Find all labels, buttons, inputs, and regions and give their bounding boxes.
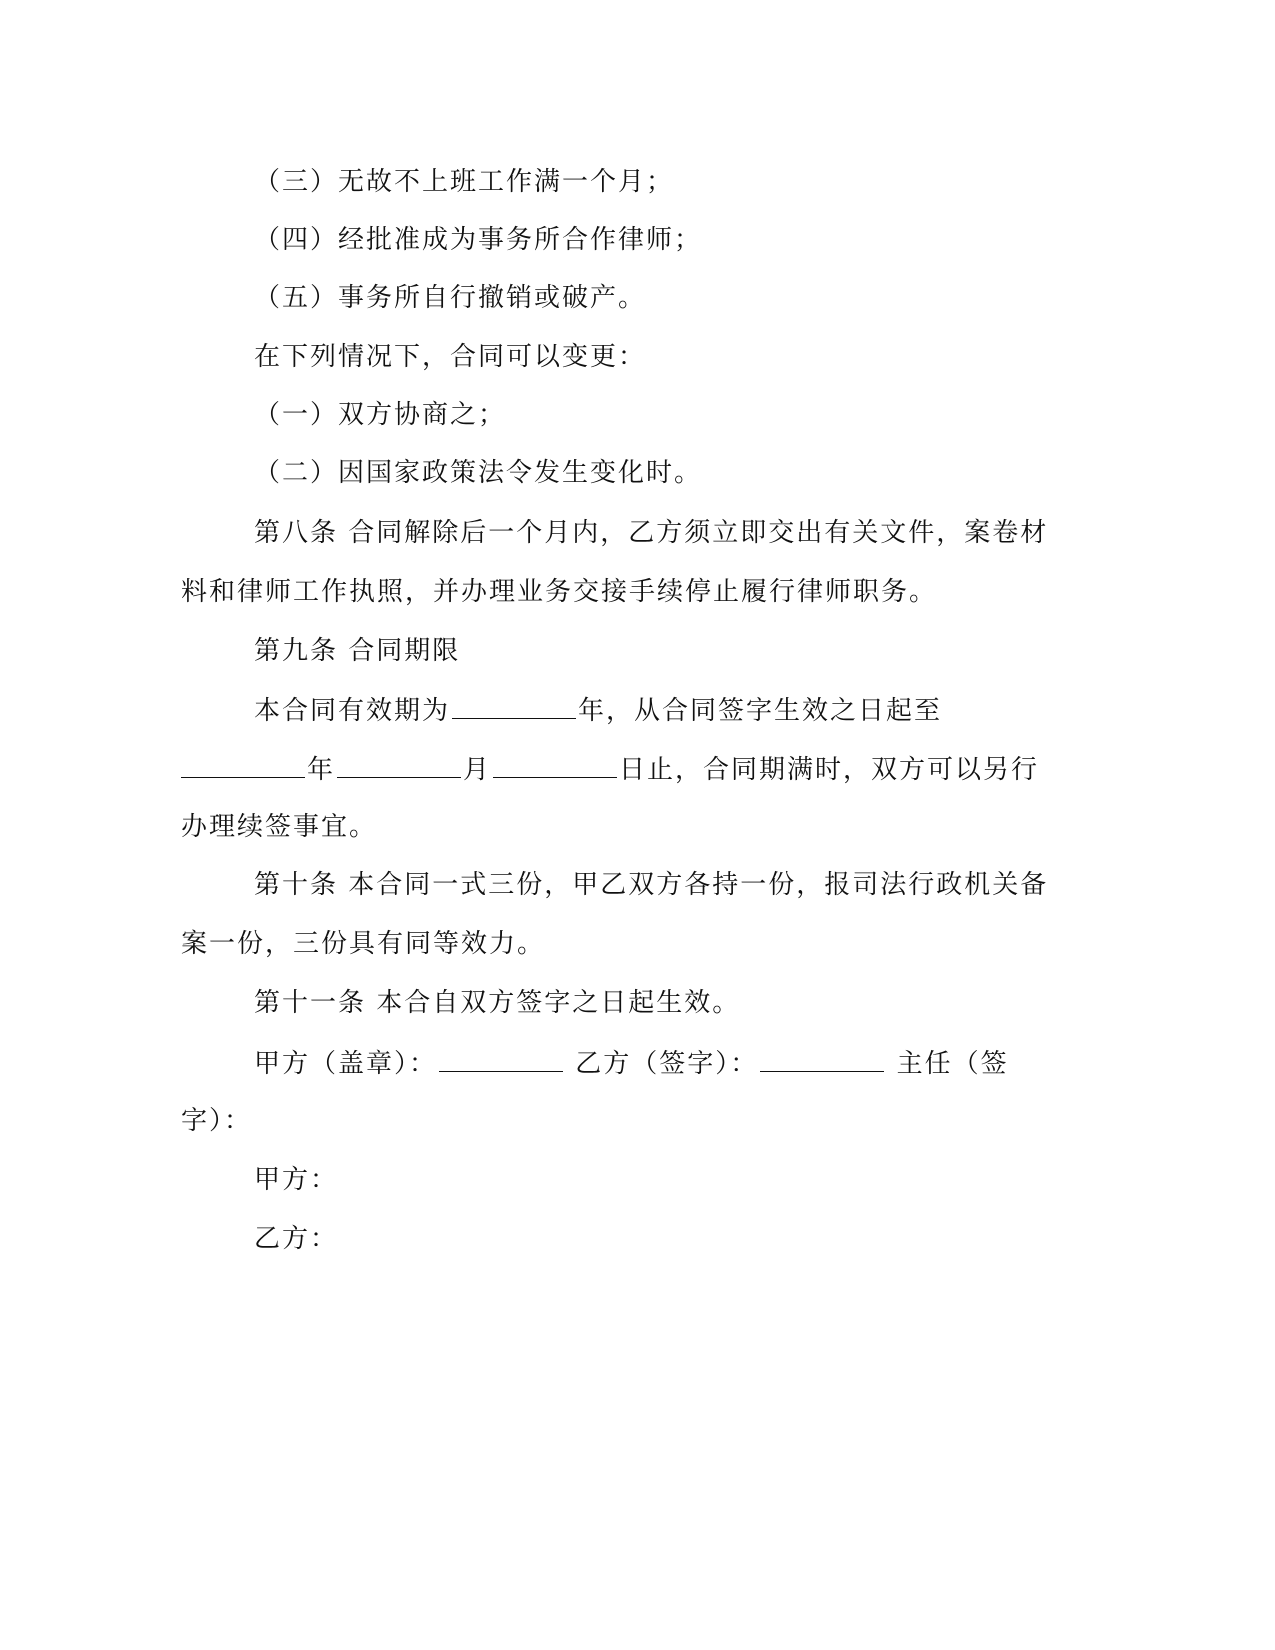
change-item-one: （一）双方协商之； <box>254 400 507 430</box>
end-day-text: 日止，合同期满时，双方可以另行 <box>619 755 1040 785</box>
party-b-sign-blank[interactable] <box>760 1045 884 1072</box>
party-b-label: 乙方： <box>254 1224 339 1254</box>
end-day-blank[interactable] <box>493 751 617 778</box>
article-8-line-2: 料和律师工作执照，并办理业务交接手续停止履行律师职务。 <box>181 577 938 607</box>
end-year-label: 年 <box>307 755 336 785</box>
article-9-title: 第九条 合同期限 <box>254 636 461 666</box>
article-9-term-line-3: 办理续签事宜。 <box>181 812 378 842</box>
director-sign-label-continued: 字）： <box>181 1106 253 1136</box>
term-text-b: 年，从合同签字生效之日起至 <box>578 696 943 726</box>
article-10-line-1: 第十条 本合同一式三份，甲乙双方各持一份，报司法行政机关备 <box>254 870 1049 900</box>
article-8-line-1: 第八条 合同解除后一个月内，乙方须立即交出有关文件，案卷材 <box>254 518 1049 548</box>
change-intro: 在下列情况下，合同可以变更： <box>254 342 647 372</box>
director-sign-label: 主任（签 <box>896 1049 1009 1079</box>
item-five: （五）事务所自行撤销或破产。 <box>254 283 647 313</box>
signature-line <box>254 1045 1009 1081</box>
article-11: 第十一条 本合自双方签字之日起生效。 <box>254 988 741 1018</box>
party-a-seal-label: 甲方（盖章）： <box>254 1049 438 1079</box>
item-three: （三）无故不上班工作满一个月； <box>254 167 675 197</box>
item-four: （四）经批准成为事务所合作律师； <box>254 225 703 255</box>
party-a-seal-blank[interactable] <box>439 1045 563 1072</box>
end-year-blank[interactable] <box>181 751 305 778</box>
article-10-line-2: 案一份，三份具有同等效力。 <box>181 929 546 959</box>
party-b-sign-label: 乙方（签字）： <box>575 1049 759 1079</box>
article-9-term-line-2 <box>181 751 1039 787</box>
end-month-blank[interactable] <box>337 751 461 778</box>
end-month-label: 月 <box>463 755 492 785</box>
party-a-label: 甲方： <box>254 1165 339 1195</box>
change-item-two: （二）因国家政策法令发生变化时。 <box>254 458 703 488</box>
term-text-a: 本合同有效期为 <box>254 696 451 726</box>
term-years-blank[interactable] <box>452 692 576 719</box>
article-9-term-line-1 <box>254 692 942 728</box>
